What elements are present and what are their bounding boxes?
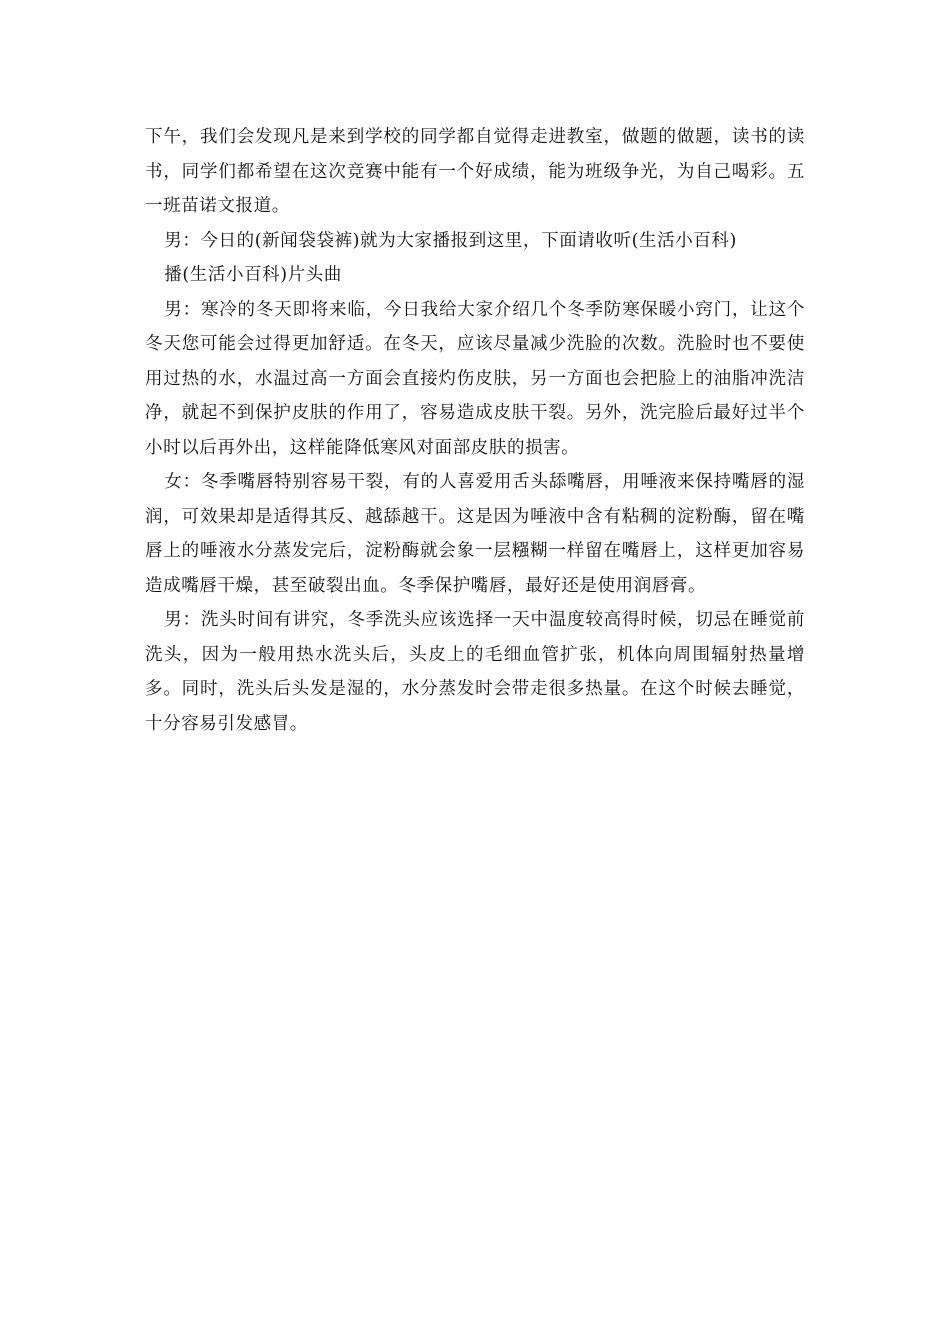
paragraph-news-report: 下午，我们会发现凡是来到学校的同学都自觉得走进教室，做题的做题，读书的读书，同学们都希望在这次竞赛中能有一个好成绩，能为班级争光，为自己喝彩。五一班苗诺文报道。 [145,127,805,216]
document-body [145,120,805,741]
paragraph-lip-care-tips: 女：冬季嘴唇特别容易干裂，有的人喜爱用舌头舔嘴唇，用唾液来保持嘴唇的湿润，可效果却是适得其反、越舔越干。这是因为唾液中含有粘稠的淀粉酶，留在嘴唇上的唾液水分蒸发完后，淀粉酶就会象一层糨糊一样留在嘴唇上，这样更加容易造成嘴唇干燥，甚至破裂出血。冬季保护嘴唇，最好还是使用润唇膏。 [145,472,805,596]
paragraph-news-closing: 男：今日的(新闻袋袋裤)就为大家播报到这里，下面请收听(生活小百科) [164,230,737,251]
paragraph-face-washing-tips: 男：寒冷的冬天即将来临，今日我给大家介绍几个冬季防寒保暖小窍门，让这个冬天您可能会过得更加舒适。在冬天，应该尽量减少洗脸的次数。洗脸时也不要使用过热的水，水温过高一方面会直接灼伤皮肤，另一方面也会把脸上的油脂冲洗洁净，就起不到保护皮肤的作用了，容易造成皮肤干裂。另外，洗完脸后最好过半个小时以后再外出，这样能降低寒风对面部皮肤的损害。 [145,299,805,458]
paragraph-hair-washing-tips: 男：洗头时间有讲究，冬季洗头应该选择一天中温度较高得时候，切忌在睡觉前洗头，因为一般用热水洗头后，头皮上的毛细血管扩张，机体向周围辐射热量增多。同时，洗头后头发是湿的，水分蒸发时会带走很多热量。在这个时候去睡觉，十分容易引发感冒。 [145,610,805,734]
paragraph-theme-music: 播(生活小百科)片头曲 [164,265,343,285]
